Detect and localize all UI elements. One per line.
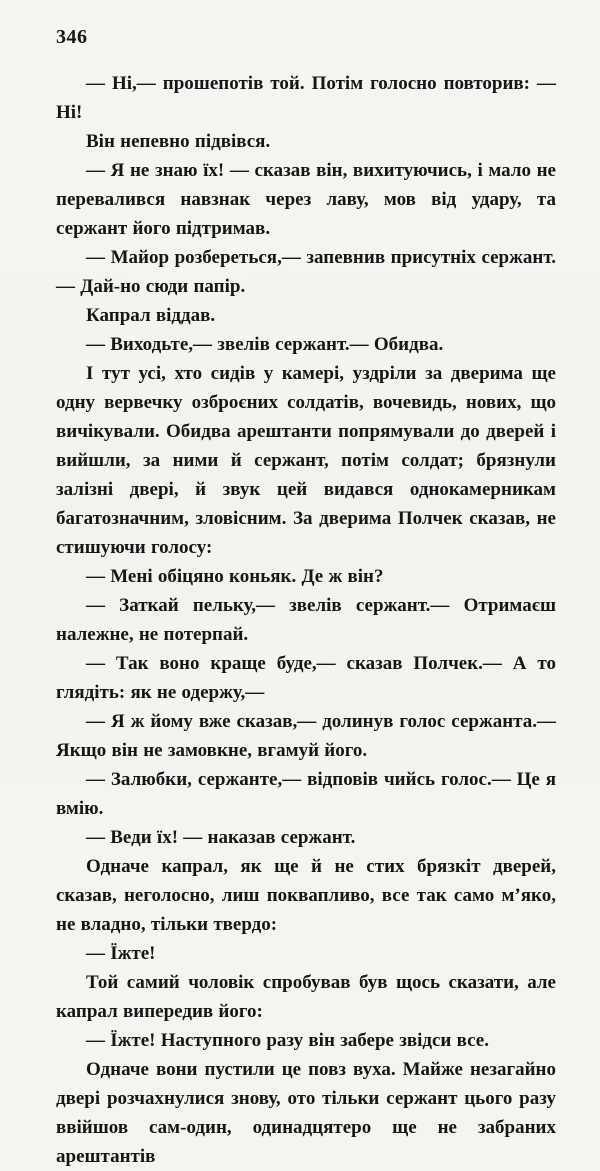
paragraph: — Так воно краще буде,— сказав Полчек.— А то глядіть: як не одержу,— [56,653,556,703]
paragraph: — Я не знаю їх! — сказав він, вихитуючись, і мало не перевалився навзнак через лаву, мов від удару, та сержант його підтримав. [56,160,556,239]
paragraph: І тут усі, хто сидів у камері, уздріли за дверима ще одну вервечку озброєних солдатів, вочевидь, нових, що вичікували. Обидва арештанти попрямували до дверей і вийшли, за ними й сержант, потім солдат; брязнули залізні двері, й звук цей видався однокамерникам багатозначним, зловісним. За дверима Полчек сказав, не стишуючи голосу: [56,363,556,558]
paragraph: — Залюбки, сержанте,— відповів чийсь голос.— Це я вмію. [56,769,556,819]
paragraph: Капрал віддав. [86,305,216,326]
paragraph: — Їжте! Наступного разу він забере звідси все. [86,1030,489,1051]
paragraph: — Я ж йому вже сказав,— долинув голос сержанта.— Якщо він не замовкне, вгамуй його. [56,711,556,761]
paragraph: Той самий чоловік спробував був щось сказати, але капрал випередив його: [56,972,556,1022]
paragraph: — Ні,— прошепотів той. Потім голосно повторив: — Ні! [56,73,556,123]
paragraph: — Веди їх! — наказав сержант. [86,827,356,848]
paragraph: — Їжте! [86,943,156,964]
paragraph: — Мені обіцяно коньяк. Де ж він? [86,566,384,587]
paragraph: Він непевно підвівся. [86,131,271,152]
paragraph: — Заткай пельку,— звелів сержант.— Отримаєш належне, не потерпай. [56,595,556,645]
paragraph: Одначе вони пустили це повз вуха. Майже незагайно двері розчахнулися знову, ото тільки сержант цього разу ввійшов сам-один, одинадцятеро ще не забраних арештантів [56,1059,556,1167]
page-number: 346 [56,26,88,48]
paragraph: — Виходьте,— звелів сержант.— Обидва. [86,334,444,355]
page-text [56,69,556,1171]
paragraph: — Майор розбереться,— запевнив присутніх сержант.— Дай-но сюди папір. [56,247,556,297]
paragraph: Одначе капрал, як ще й не стих брязкіт дверей, сказав, неголосно, лиш поквапливо, все так само м’яко, не владно, тільки твердо: [56,856,556,935]
